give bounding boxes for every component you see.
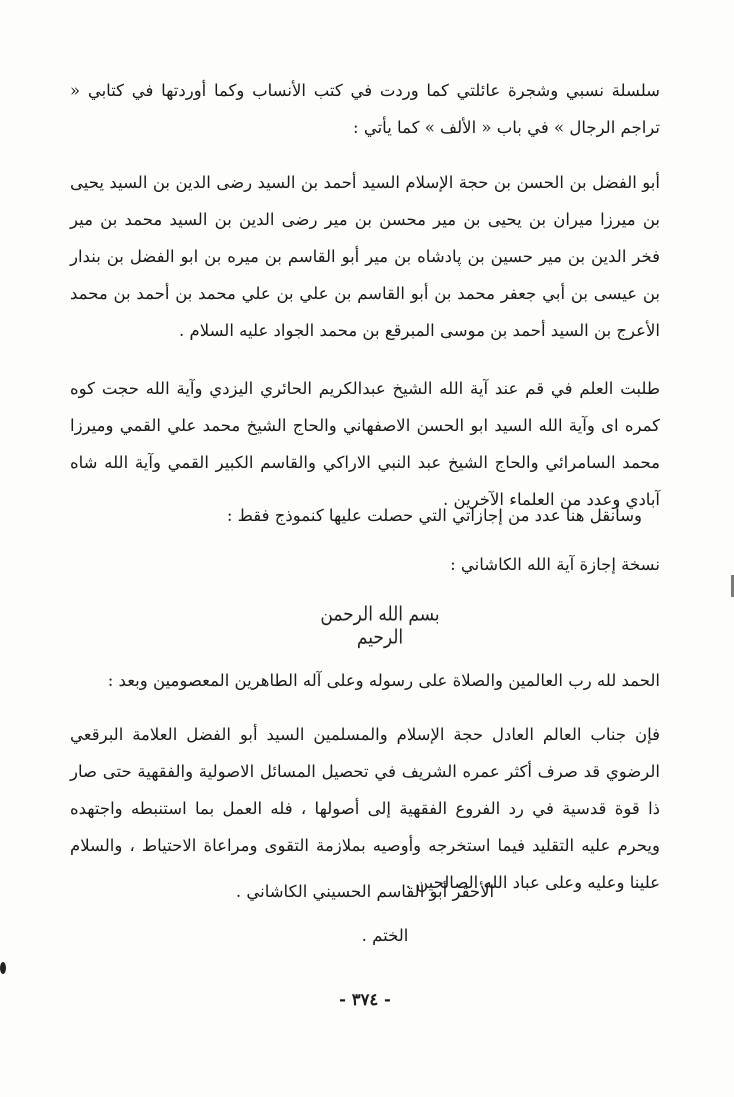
- ijaza-body-paragraph: فإن جناب العالم العادل حجة الإسلام والمسلمين السيد أبو الفضل العلامة البرقعي الرضوي قد صرف أكثر عمره الشريف في تحصيل المسائل الاصولية والفقهية حتى صار ذا قوة قدسية في رد الفروع الفقهية إلى أصولها ، فله العمل بما استنبطه واجتهده ويحرم عليه التقليد فيما استخرجه وأوصيه بملازمة التقوى ومراعاة الاحتياط ، والسلام علينا وعليه وعلى عباد الله الصالحين .: [70, 725, 660, 892]
- ijaza-title-line: نسخة إجازة آية الله الكاشاني :: [450, 555, 660, 574]
- signature-line: الأحقر أبو القاسم الحسيني الكاشاني .: [235, 882, 495, 901]
- studies-paragraph: طلبت العلم في قم عند آية الله الشيخ عبدالكريم الحائري اليزدي وآية الله حجت كوه كمره اى وآية الله السيد ابو الحسن الاصفهاني والحاج الشيخ محمد علي القمي وميرزا محمد السامرائي والحاج الشيخ عبد النبي الاراكي والقاسم الكبير القمي وآية الله شاه آبادي وعدد من العلماء الآخرين .: [70, 379, 660, 509]
- hamd-line: الحمد لله رب العالمين والصلاة على رسوله وعلى آله الطاهرين المعصومين وبعد :: [107, 671, 660, 690]
- ijazat-intro-line: وسأنقل هنا عدد من إجازاتي التي حصلت عليها كنموذج فقط :: [226, 506, 642, 525]
- left-margin-ink-mark: [0, 962, 6, 974]
- basmala-calligraphy: بسم الله الرحمن الرحيم: [320, 603, 440, 649]
- page-number: - ٣٧٤ -: [339, 990, 391, 1009]
- seal-line: الختم .: [361, 926, 409, 945]
- lineage-paragraph: أبو الفضل بن الحسن بن حجة الإسلام السيد أحمد بن السيد رضى الدين بن السيد يحيى بن ميرزا ميران بن يحيى بن مير محسن بن مير رضى الدين بن السيد محمد بن مير فخر الدين بن مير حسين بن پادشاه بن مير أبو القاسم بن ميره بن ابو الفضل بن بندار بن عيسى بن أبي جعفر محمد بن أبو القاسم بن علي بن علي محمد بن أحمد بن محمد الأعرج بن السيد أحمد بن موسى المبرقع بن محمد الجواد عليه السلام .: [70, 173, 660, 340]
- lineage-intro-paragraph: سلسلة نسبي وشجرة عائلتي كما وردت في كتب الأنساب وكما أوردتها في كتابي « تراجم الرجال » في باب « الألف » كما يأتي :: [70, 81, 660, 137]
